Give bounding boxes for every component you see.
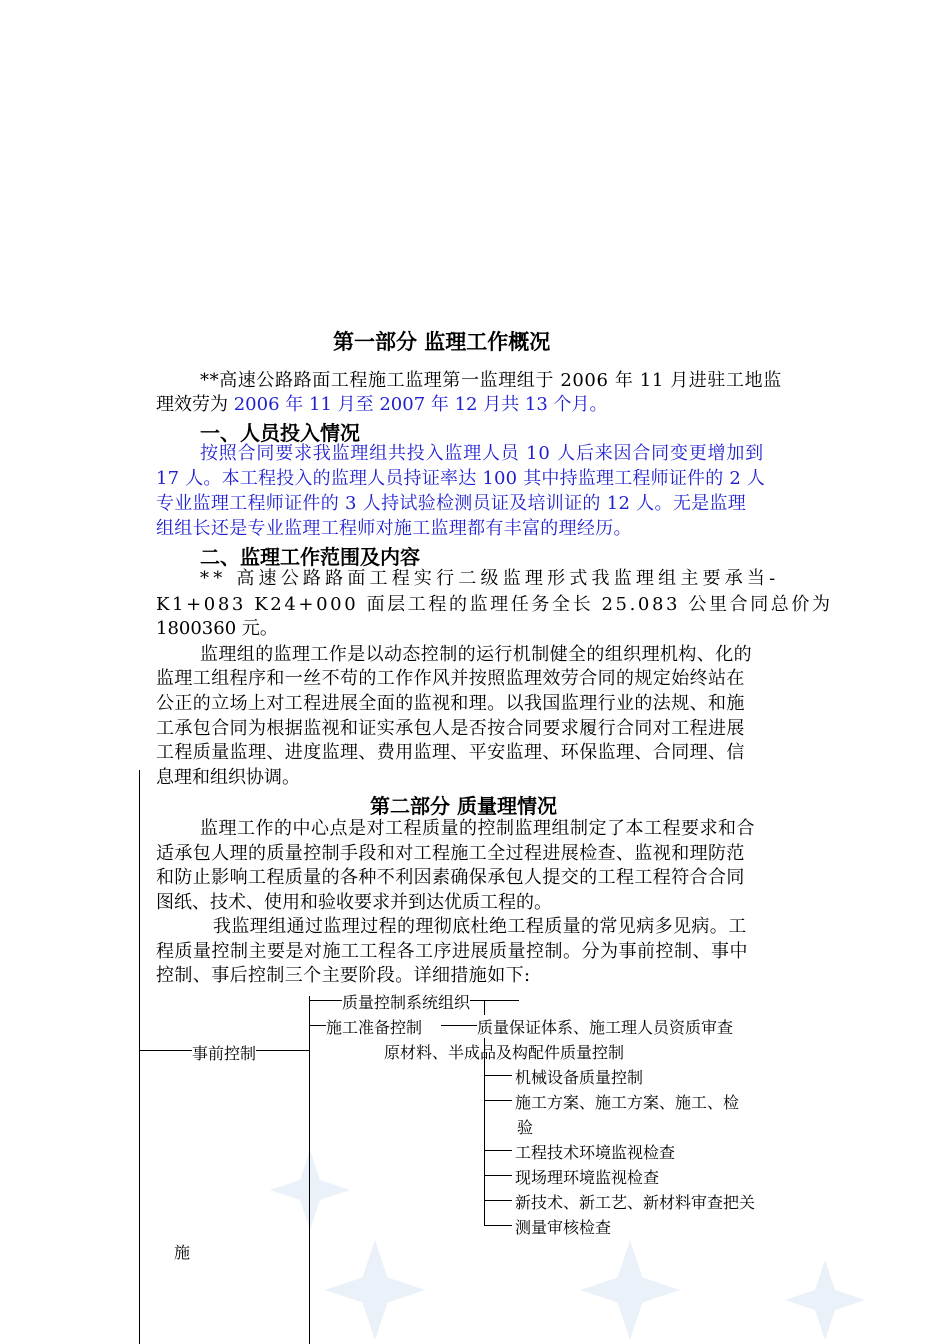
diagram-item: 施工方案、施工方案、施工、检 <box>515 1093 740 1112</box>
watermark-snowflake-icon <box>270 1150 350 1230</box>
para3-line: 工承包合同为根据监视和证实承包人是否按合同要求履行合同对工程进展 <box>156 718 745 739</box>
para4-line: 和防止影响工程质量的各种不利因素确保承包人提交的工程工程符合合同 <box>156 867 745 888</box>
para3-line: 公正的立场上对工程进展全面的监视和理。以我国监理行业的法规、和施 <box>156 693 745 714</box>
diagram-branch-line <box>484 1075 512 1076</box>
section2-line: K1+083 K24+000 面层工程的监理任务全长 25.083 公里合同总价为 <box>156 594 833 615</box>
part2-title: 第二部分 质量理情况 <box>370 794 557 818</box>
diagram-left-node: 事前控制 <box>192 1041 256 1064</box>
section2-title: 二、监理工作范围及内容 <box>200 545 420 569</box>
diagram-item: 新技术、新工艺、新材料审查把关 <box>515 1193 756 1212</box>
diagram-item: 现场理环境监视检查 <box>515 1168 660 1187</box>
diagram-item: 测量审核检查 <box>515 1218 612 1237</box>
para4-line: 图纸、技术、使用和验收要求并到达优质工程的。 <box>156 892 552 913</box>
para3-line: 息理和组织协调。 <box>156 767 300 788</box>
diagram-item: 原材料、半成品及构配件质量控制 <box>384 1043 625 1062</box>
part1-title: 第一部分 监理工作概况 <box>333 330 551 354</box>
section1-line: 专业监理工程师证件的 3 人持试验检测员证及培训证的 12 人。无是监理 <box>156 493 747 514</box>
diagram-root-node: 质量控制系统组织 <box>342 990 470 1013</box>
diagram-mid-vertical-line <box>309 996 310 1344</box>
diagram-branch-line <box>484 1225 512 1226</box>
diagram-branch-line <box>484 1100 512 1101</box>
intro-line-2-period: 2006 年 11 月至 2007 年 12 月共 13 个月。 <box>233 394 608 415</box>
watermark-snowflake-icon <box>785 1260 865 1340</box>
intro-line-2-text: 理效劳为 <box>156 394 234 415</box>
diagram-item: 质量保证体系、施工理人员资质审查 <box>477 1015 733 1038</box>
para5-line: 控制、事后控制三个主要阶段。详细措施如下: <box>156 965 531 986</box>
para5-line: 程质量控制主要是对施工工程各工序进展质量控制。分为事前控制、事中 <box>156 941 748 962</box>
section1-line: 组组长还是专业监理工程师对施工监理都有丰富的理经历。 <box>156 518 632 539</box>
diagram-branch-line <box>484 1150 512 1151</box>
para5-line: 我监理组通过监理过程的理彻底杜绝工程质量的常见病多见病。工 <box>213 916 747 937</box>
para4-line: 监理工作的中心点是对工程质量的控制监理组制定了本工程要求和合 <box>200 818 755 839</box>
watermark-snowflake-icon <box>580 1240 680 1340</box>
diagram-branch-line <box>484 1175 512 1176</box>
section2-line: 1800360 元。 <box>156 618 278 639</box>
para3-line: 监理组的监理工作是以动态控制的运行机制健全的组织理机构、化的 <box>200 644 752 665</box>
diagram-mid-node: 施工准备控制 <box>326 1015 422 1038</box>
watermark-snowflake-icon <box>325 1240 425 1340</box>
section2-line: ** 高速公路路面工程实行二级监理形式我监理组主要承当- <box>200 568 780 589</box>
diagram-item: 工程技术环境监视检查 <box>515 1143 676 1162</box>
diagram-left-vertical-line <box>139 770 140 1344</box>
section1-line: 17 人。本工程投入的监理人员持证率达 100 其中持监理工程师证件的 2 人 <box>156 468 766 489</box>
section1-line: 按照合同要求我监理组共投入监理人员 10 人后来因合同变更增加到 <box>200 443 764 464</box>
section1-title: 一、人员投入情况 <box>200 421 360 445</box>
diagram-mid-horizontal-line <box>309 1025 327 1026</box>
intro-line-2 <box>156 393 608 417</box>
para3-line: 工程质量监理、进度监理、费用监理、平安监理、环保监理、合同理、信 <box>156 742 745 763</box>
diagram-item: 验 <box>517 1118 534 1137</box>
diagram-branch-line <box>484 1200 512 1201</box>
diagram-bottom-label: 施 <box>174 1243 191 1262</box>
para4-line: 适承包人理的质量控制手段和对工程施工全过程进展检查、监视和理防范 <box>156 843 745 864</box>
intro-line-1: **高速公路路面工程施工监理第一监理组于 2006 年 11 月进驻工地监 <box>200 370 782 391</box>
diagram-item: 机械设备质量控制 <box>515 1068 644 1087</box>
para3-line: 监理工组程序和一丝不苟的工作作风并按照监理效劳合同的规定始终站在 <box>156 668 745 689</box>
